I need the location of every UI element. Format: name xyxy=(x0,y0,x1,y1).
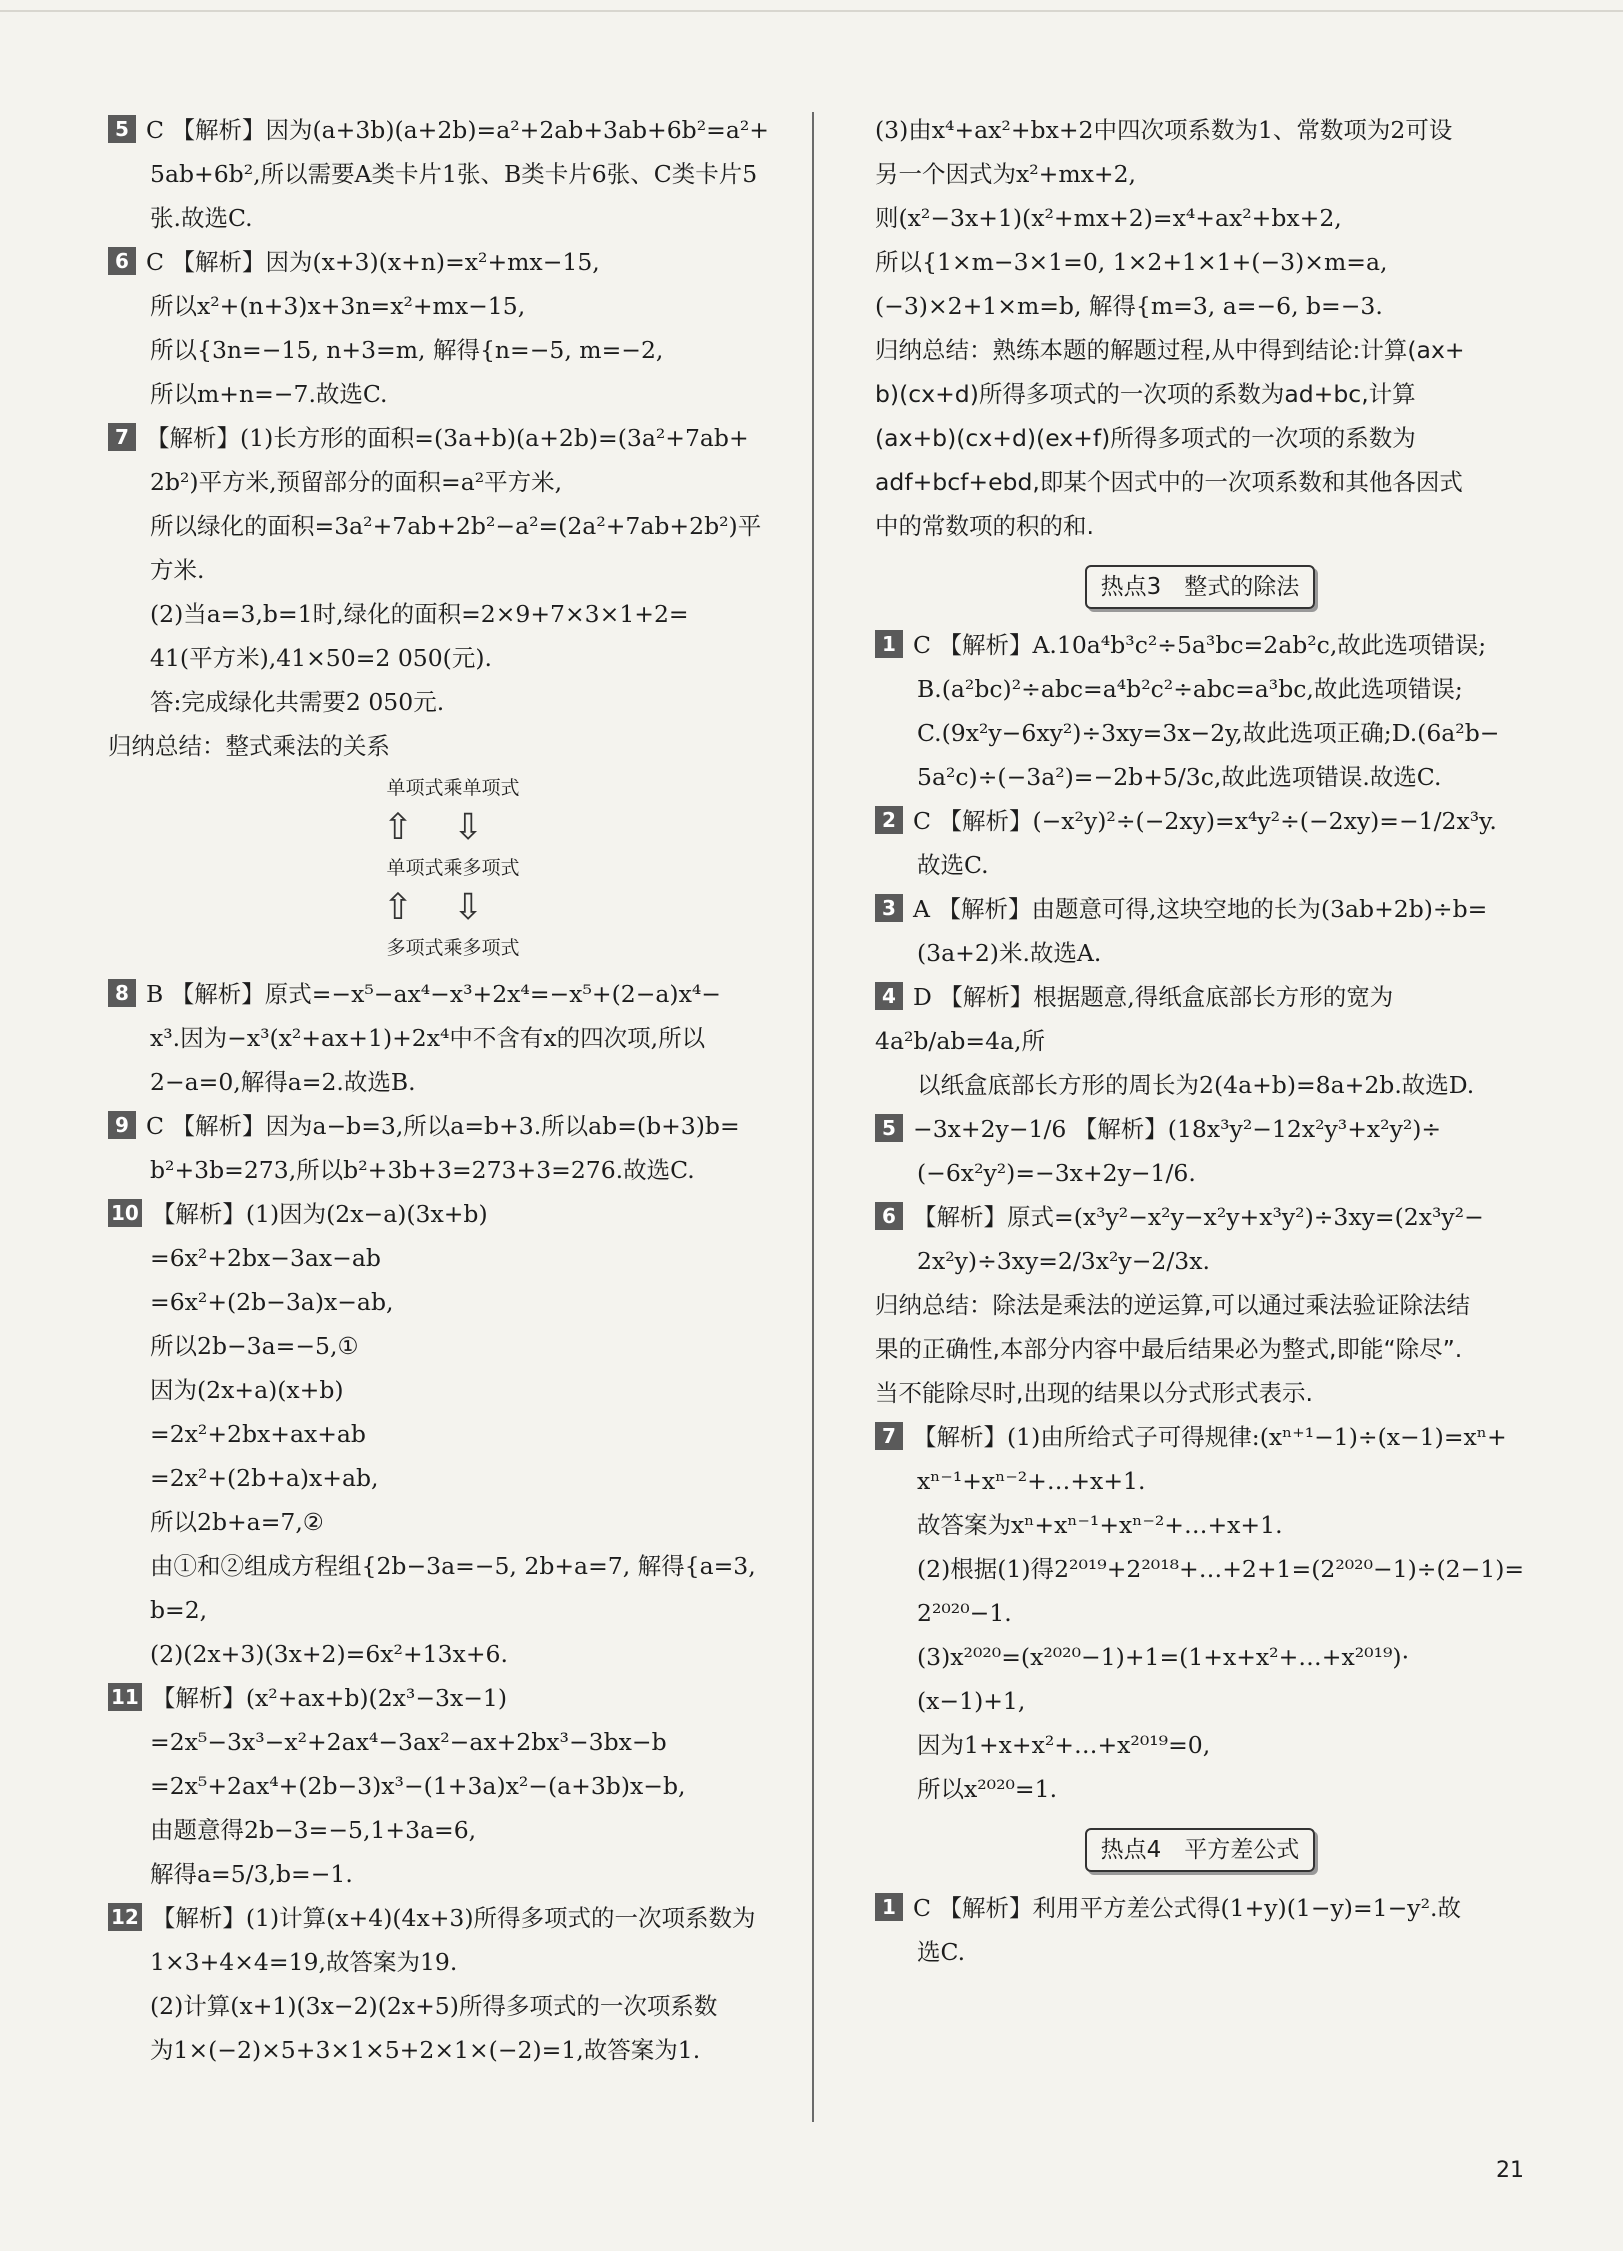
relation-diagram xyxy=(108,772,798,964)
item-text: B.(a²bc)²÷abc=a⁴b²c²÷abc=a³bc,故此选项错误; xyxy=(917,675,1463,703)
item-line xyxy=(108,240,798,284)
item-line xyxy=(108,1544,798,1632)
item-line xyxy=(108,1280,798,1324)
item-number-badge: 12 xyxy=(108,1903,142,1931)
item-text: (2)(2x+3)(3x+2)=6x²+13x+6. xyxy=(150,1640,508,1668)
item-line xyxy=(108,972,798,1016)
item-line xyxy=(108,1764,798,1808)
item-text: 41(平方米),41×50=2 050(元). xyxy=(150,644,492,672)
item-text: 1×3+4×4=19,故答案为19. xyxy=(150,1948,458,1976)
item-text: −3x+2y−1/6 【解析】(18x³y²−12x²y³+x²y²)÷ xyxy=(913,1115,1442,1143)
item-text: 【解析】(1)长方形的面积=(3a+b)(a+2b)=(3a²+7ab+ xyxy=(146,424,749,452)
item-line xyxy=(875,1547,1525,1591)
item-text: 所以x²⁰²⁰=1. xyxy=(917,1775,1058,1803)
text-line: b)(cx+d)所得多项式的一次项的系数为ad+bc,计算 xyxy=(875,380,1416,408)
item-line xyxy=(875,1503,1525,1547)
item-line xyxy=(108,196,798,240)
item-line xyxy=(875,931,1525,975)
item-text: 解得a=5/3,b=−1. xyxy=(150,1860,353,1888)
item-number-badge: 6 xyxy=(875,1202,903,1230)
item-line xyxy=(875,1239,1525,1283)
item-line xyxy=(108,1368,798,1412)
item-line xyxy=(108,284,798,328)
item-line xyxy=(108,680,798,724)
item-text: 选C. xyxy=(917,1938,966,1966)
item-line xyxy=(108,328,798,372)
item-text: 【解析】(1)计算(x+4)(4x+3)所得多项式的一次项系数为 xyxy=(151,1904,756,1932)
item-line xyxy=(108,1192,798,1236)
item-line xyxy=(108,1940,798,1984)
item-line xyxy=(108,548,798,592)
item-line xyxy=(108,1852,798,1896)
item-text: 所以2b−3a=−5,① xyxy=(150,1332,359,1360)
answer-item xyxy=(875,623,1525,799)
item-line xyxy=(875,1723,1525,1767)
item-text: xⁿ⁻¹+xⁿ⁻²+…+x+1. xyxy=(917,1467,1146,1495)
answer-item xyxy=(108,1192,798,1676)
section-heading-4: 热点4 平方差公式 xyxy=(875,1827,1525,1872)
answer-item xyxy=(875,1195,1525,1283)
item-text: 由①和②组成方程组{2b−3a=−5, 2b+a=7, 解得{a=3, b=2, xyxy=(150,1552,764,1624)
item-text: 所以2b+a=7,② xyxy=(150,1508,324,1536)
item-line xyxy=(108,1676,798,1720)
item-text: D 【解析】根据题意,得纸盒底部长方形的宽为4a²b/ab=4a,所 xyxy=(875,983,1394,1055)
item-text: C 【解析】A.10a⁴b³c²÷5a³bc=2ab²c,故此选项错误; xyxy=(913,631,1487,659)
item-line xyxy=(108,460,798,504)
answer-item xyxy=(108,972,798,1104)
item-text: A 【解析】由题意可得,这块空地的长为(3ab+2b)÷b= xyxy=(913,895,1488,923)
item-number-badge: 6 xyxy=(108,247,136,275)
item-text: (3)x²⁰²⁰=(x²⁰²⁰−1)+1=(1+x+x²+…+x²⁰¹⁹)· xyxy=(917,1643,1410,1671)
summary-division xyxy=(875,1283,1525,1415)
item-line xyxy=(108,1720,798,1764)
item-text: 所以m+n=−7.故选C. xyxy=(150,380,388,408)
text-line: 另一个因式为x²+mx+2, xyxy=(875,160,1137,188)
item-text: =2x⁵−3x³−x²+2ax⁴−3ax²−ax+2bx³−3bx−b xyxy=(150,1728,667,1756)
answer-item xyxy=(108,416,798,724)
diagram-node-1: 单项式乘单项式 xyxy=(386,777,520,799)
item-text: =6x²+(2b−3a)x−ab, xyxy=(150,1288,394,1316)
item-line xyxy=(108,592,798,636)
item-text: 由题意得2b−3=−5,1+3a=6, xyxy=(150,1816,477,1844)
item-line xyxy=(875,1591,1525,1635)
item-line xyxy=(108,1104,798,1148)
diagram-node-2: 单项式乘多项式 xyxy=(386,857,520,879)
item-text: 所以x²+(n+3)x+3n=x²+mx−15, xyxy=(150,292,526,320)
item-line xyxy=(108,1236,798,1280)
item-text: 所以{3n=−15, n+3=m, 解得{n=−5, m=−2, xyxy=(150,336,664,364)
item-line xyxy=(108,636,798,680)
left-column xyxy=(108,108,798,2072)
text-line: (3)由x⁴+ax²+bx+2中四次项系数为1、常数项为2可设 xyxy=(875,116,1453,144)
item-line xyxy=(875,1930,1525,1974)
column-divider xyxy=(812,112,814,2122)
item-text: (3a+2)米.故选A. xyxy=(917,939,1102,967)
item-text: (2)当a=3,b=1时,绿化的面积=2×9+7×3×1+2= xyxy=(150,600,689,628)
item-line xyxy=(875,843,1525,887)
item-12-continued xyxy=(875,108,1525,328)
item-text: =2x²+2bx+ax+ab xyxy=(150,1420,366,1448)
item-line xyxy=(875,1151,1525,1195)
item-number-badge: 5 xyxy=(108,115,136,143)
item-number-badge: 11 xyxy=(108,1683,142,1711)
item-text: 【解析】(x²+ax+b)(2x³−3x−1) xyxy=(151,1684,508,1712)
text-line: 则(x²−3x+1)(x²+mx+2)=x⁴+ax²+bx+2, xyxy=(875,204,1342,232)
item-number-badge: 7 xyxy=(108,423,136,451)
item-number-badge: 8 xyxy=(108,979,136,1007)
item-number-badge: 1 xyxy=(875,1893,903,1921)
item-number-badge: 7 xyxy=(875,1422,903,1450)
answer-item xyxy=(875,1886,1525,1974)
item-line xyxy=(875,1679,1525,1723)
item-number-badge: 10 xyxy=(108,1199,142,1227)
item-text: 因为(2x+a)(x+b) xyxy=(150,1376,344,1404)
summary-title: 归纳总结：整式乘法的关系 xyxy=(108,732,390,760)
item-line xyxy=(875,887,1525,931)
item-line xyxy=(875,799,1525,843)
item-line xyxy=(108,2028,798,2072)
item-text: 5ab+6b²,所以需要A类卡片1张、B类卡片6张、C类卡片5 xyxy=(150,160,758,188)
double-arrow-icon: ⇧⇩ xyxy=(382,807,524,848)
diagram-node-3: 多项式乘多项式 xyxy=(386,937,520,959)
item-line xyxy=(108,1456,798,1500)
double-arrow-icon: ⇧⇩ xyxy=(382,887,524,928)
item-text: (2)根据(1)得2²⁰¹⁹+2²⁰¹⁸+…+2+1=(2²⁰²⁰−1)÷(2−1)= xyxy=(917,1555,1525,1583)
answer-item xyxy=(108,240,798,416)
answer-item xyxy=(108,1896,798,2072)
item-line xyxy=(875,975,1525,1063)
item-text: 因为1+x+x²+…+x²⁰¹⁹=0, xyxy=(917,1731,1211,1759)
item-line xyxy=(108,152,798,196)
item-line xyxy=(875,1459,1525,1503)
item-line xyxy=(108,1500,798,1544)
item-text: 故答案为xⁿ+xⁿ⁻¹+xⁿ⁻²+…+x+1. xyxy=(917,1511,1283,1539)
section-heading-3: 热点3 整式的除法 xyxy=(875,564,1525,609)
page-number: 21 xyxy=(1496,2158,1524,2183)
item-line xyxy=(875,1063,1525,1107)
right-column xyxy=(875,108,1525,1974)
answer-item xyxy=(108,108,798,240)
item-line xyxy=(108,372,798,416)
answer-item xyxy=(875,799,1525,887)
item-text: =2x⁵+2ax⁴+(2b−3)x³−(1+3a)x²−(a+3b)x−b, xyxy=(150,1772,686,1800)
item-number-badge: 3 xyxy=(875,894,903,922)
item-line xyxy=(108,1324,798,1368)
item-line xyxy=(108,1016,798,1060)
item-line xyxy=(875,1886,1525,1930)
item-text: =6x²+2bx−3ax−ab xyxy=(150,1244,381,1272)
text-line: 中的常数项的积的和. xyxy=(875,512,1094,540)
top-rule xyxy=(0,10,1623,12)
item-line xyxy=(108,1632,798,1676)
answer-item xyxy=(875,1415,1525,1811)
summary-multiplication-relations xyxy=(108,724,798,964)
item-line xyxy=(108,1060,798,1104)
item-text: =2x²+(2b+a)x+ab, xyxy=(150,1464,379,1492)
text-line: (ax+b)(cx+d)(ex+f)所得多项式的一次项的系数为 xyxy=(875,424,1416,452)
item-line xyxy=(108,1896,798,1940)
item-line xyxy=(875,711,1525,755)
item-line xyxy=(875,667,1525,711)
item-text: C 【解析】因为a−b=3,所以a=b+3.所以ab=(b+3)b= xyxy=(146,1112,740,1140)
item-text: C 【解析】因为(a+3b)(a+2b)=a²+2ab+3ab+6b²=a²+ xyxy=(146,116,769,144)
item-text: b²+3b=273,所以b²+3b+3=273+3=276.故选C. xyxy=(150,1156,695,1184)
item-line xyxy=(875,1635,1525,1679)
item-text: 2x²y)÷3xy=2/3x²y−2/3x. xyxy=(917,1247,1210,1275)
item-line xyxy=(875,1767,1525,1811)
item-text: 张.故选C. xyxy=(150,204,253,232)
text-line: 归纳总结：熟练本题的解题过程,从中得到结论:计算(ax+ xyxy=(875,336,1465,364)
answer-item xyxy=(108,1104,798,1192)
item-text: 所以绿化的面积=3a²+7ab+2b²−a²=(2a²+7ab+2b²)平 xyxy=(150,512,762,540)
item-text: x³.因为−x³(x²+ax+1)+2x⁴中不含有x的四次项,所以 xyxy=(150,1024,706,1052)
item-text: 【解析】(1)由所给式子可得规律:(xⁿ⁺¹−1)÷(x−1)=xⁿ+ xyxy=(913,1423,1507,1451)
item-text: 故选C. xyxy=(917,851,989,879)
item-text: C 【解析】(−x²y)²÷(−2xy)=x⁴y²÷(−2xy)=−1/2x³y. xyxy=(913,807,1497,835)
item-number-badge: 5 xyxy=(875,1114,903,1142)
item-text: 【解析】(1)因为(2x−a)(3x+b) xyxy=(151,1200,488,1228)
item-text: 【解析】原式=(x³y²−x²y−x²y+x³y²)÷3xy=(2x³y²− xyxy=(913,1203,1484,1231)
item-text: 5a²c)÷(−3a²)=−2b+5/3c,故此选项错误.故选C. xyxy=(917,763,1442,791)
item-text: (2)计算(x+1)(3x−2)(2x+5)所得多项式的一次项系数 xyxy=(150,1992,718,2020)
summary-coefficient-rule xyxy=(875,328,1525,548)
item-text: 2−a=0,解得a=2.故选B. xyxy=(150,1068,416,1096)
item-text: 2b²)平方米,预留部分的面积=a²平方米, xyxy=(150,468,563,496)
item-number-badge: 2 xyxy=(875,806,903,834)
item-text: B 【解析】原式=−x⁵−ax⁴−x³+2x⁴=−x⁵+(2−a)x⁴− xyxy=(146,980,721,1008)
item-line xyxy=(875,623,1525,667)
text-line: adf+bcf+ebd,即某个因式中的一次项系数和其他各因式 xyxy=(875,468,1463,496)
item-text: (x−1)+1, xyxy=(917,1687,1026,1715)
answer-item xyxy=(875,887,1525,975)
item-text: 2²⁰²⁰−1. xyxy=(917,1599,1012,1627)
text-line: 当不能除尽时,出现的结果以分式形式表示. xyxy=(875,1379,1313,1407)
item-text: C.(9x²y−6xy²)÷3xy=3x−2y,故此选项正确;D.(6a²b− xyxy=(917,719,1500,747)
item-text: C 【解析】利用平方差公式得(1+y)(1−y)=1−y².故 xyxy=(913,1894,1461,1922)
item-text: C 【解析】因为(x+3)(x+n)=x²+mx−15, xyxy=(146,248,600,276)
answer-item xyxy=(108,1676,798,1896)
item-line xyxy=(108,1412,798,1456)
text-line: 归纳总结：除法是乘法的逆运算,可以通过乘法验证除法结 xyxy=(875,1291,1470,1319)
item-line xyxy=(108,1808,798,1852)
item-line xyxy=(875,1415,1525,1459)
answer-item xyxy=(875,1107,1525,1195)
item-line xyxy=(108,108,798,152)
item-line xyxy=(875,1195,1525,1239)
item-number-badge: 9 xyxy=(108,1111,136,1139)
item-text: (−6x²y²)=−3x+2y−1/6. xyxy=(917,1159,1196,1187)
item-text: 方米. xyxy=(150,556,205,584)
item-number-badge: 1 xyxy=(875,630,903,658)
text-line: 果的正确性,本部分内容中最后结果必为整式,即能“除尽”. xyxy=(875,1335,1463,1363)
answer-item xyxy=(875,975,1525,1107)
text-line: 所以{1×m−3×1=0, 1×2+1×1+(−3)×m=a, (−3)×2+1×m=b, 解得{m=3, a=−6, b=−3. xyxy=(875,248,1395,320)
item-text: 以纸盒底部长方形的周长为2(4a+b)=8a+2b.故选D. xyxy=(917,1071,1475,1099)
item-line xyxy=(108,416,798,460)
item-number-badge: 4 xyxy=(875,982,903,1010)
item-line xyxy=(108,1984,798,2028)
item-text: 为1×(−2)×5+3×1×5+2×1×(−2)=1,故答案为1. xyxy=(150,2036,701,2064)
item-line xyxy=(108,1148,798,1192)
item-text: 答:完成绿化共需要2 050元. xyxy=(150,688,445,716)
item-line xyxy=(875,1107,1525,1151)
item-line xyxy=(875,755,1525,799)
item-line xyxy=(108,504,798,548)
